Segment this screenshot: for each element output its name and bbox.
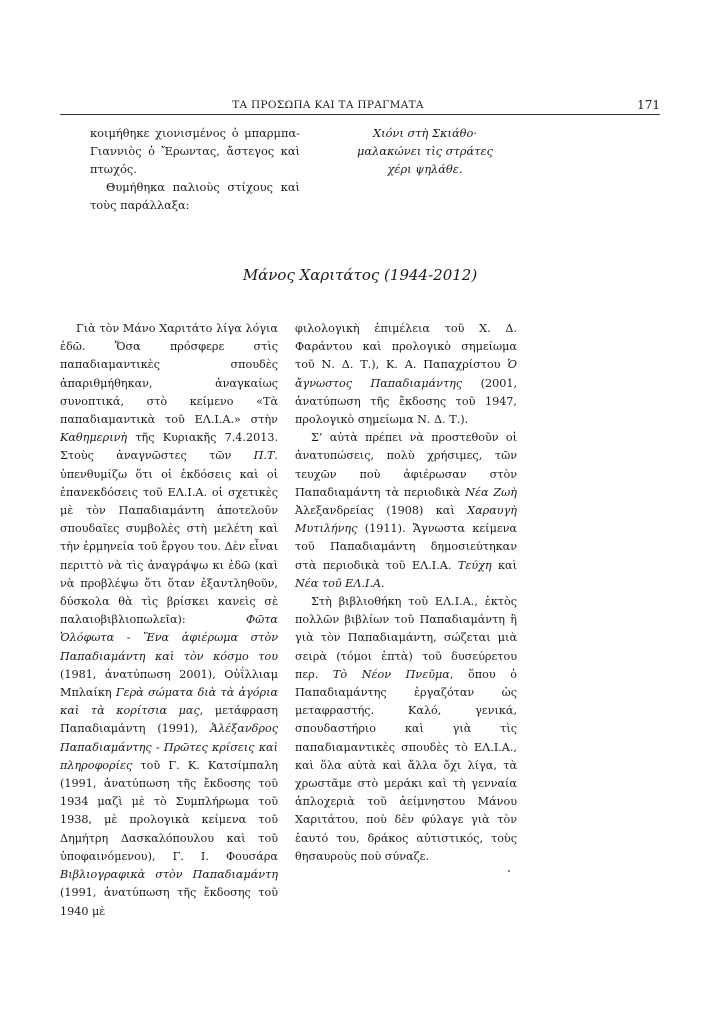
text-run: ὑπενθυμίζω ὅτι οἱ ἐκδόσεις καὶ οἱ ἐπανεκδόσεις τοῦ ΕΛ.Ι.Α. οἱ σχετικὲς μὲ τὸν Παπαδιαμάντη ἀποτελοῦν σπουδαῖες συμβολὲς στὴ μελέτη καὶ τὴν ἑρμηνεία τοῦ ἔργου του. Δὲν εἶναι περιττὸ νὰ τὶς ἀναγράψω κι ἐδῶ (καὶ νὰ προβλέψω ὅτι ὅταν ἐξαντληθοῦν, δύσκολα θὰ τὶς βρίσκει κανεὶς σὲ παλαιοβιβλιοπωλεῖα): xyxy=(60,467,278,627)
italic-title: Καθημερινὴ xyxy=(60,431,128,445)
body-paragraph xyxy=(295,320,517,429)
text-run: (2001, ἀνατύπωση τῆς ἔκδοσης τοῦ 1947, προλογικὸ σημείωμα Ν. Δ. Τ.). xyxy=(295,376,517,427)
text-run: καὶ xyxy=(491,558,517,572)
italic-title: Ἀλέξανδρος Παπαδιαμάντης - Πρῶτες κρίσεις καὶ πληροφορίες xyxy=(60,722,278,772)
italic-title: Π.Τ. xyxy=(253,449,278,463)
text-run: τῆς Κυριακῆς 7.4.2013. Στοὺς ἀναγνῶστες τῶν xyxy=(60,431,278,463)
text-run: (1991, ἀνατύπωση τῆς ἔκδοσης τοῦ 1940 μὲ xyxy=(60,886,278,918)
page-number: 171 xyxy=(637,98,660,112)
italic-title: Γερὰ σώματα διὰ τὰ ἀγόρια καὶ τὰ κορίτσια μας xyxy=(60,686,279,718)
stray-dot xyxy=(508,870,510,872)
italic-title: Νέα Ζωὴ xyxy=(465,485,517,499)
intro-text xyxy=(90,124,300,214)
italic-title: Τεύχη xyxy=(457,558,492,572)
italic-title: Τὸ Νέον Πνεῦμα xyxy=(332,667,450,681)
intro-paragraph: κοιμήθηκε χιονισμένος ὁ μπαρμπα-Γιαννιὸς ὁ Ἔρωντας, ἄστεγος καὶ πτωχός. xyxy=(90,126,300,176)
left-column xyxy=(60,320,278,921)
italic-title: Ὁ ἄγνωστος Παπαδιαμάντης xyxy=(295,358,517,390)
text-run: , μετάφραση Παπαδιαμάντη (1991), xyxy=(60,704,278,736)
italic-title: Χαραυγὴ Μυτιλήνης xyxy=(295,504,517,536)
italic-title: Νέα τοῦ ΕΛ.Ι.Α. xyxy=(295,576,385,590)
verse-stanza xyxy=(330,124,520,178)
running-head xyxy=(60,96,660,114)
running-title: ΤΑ ΠΡΟΣΩΠΑ ΚΑΙ ΤΑ ΠΡΑΓΜΑΤΑ xyxy=(232,99,424,111)
text-run: φιλολογικὴ ἐπιμέλεια τοῦ Χ. Δ. Φαράντου καὶ προλογικὸ σημείωμα τοῦ Ν. Δ. Τ.), Κ. Α. Παπαχρίστου xyxy=(295,322,517,372)
header-rule xyxy=(60,114,660,115)
body-paragraph xyxy=(60,320,278,921)
verse-line: μαλακώνει τὶς στράτες xyxy=(357,144,493,158)
body-paragraph xyxy=(295,593,517,866)
section-title: Μάνος Χαριτάτος (1944-2012) xyxy=(242,266,478,284)
text-run: , ὅπου ὁ Παπαδιαμάντης ἐργαζόταν ὡς μεταφραστής. Καλό, γενικά, σπουδαστήριο καὶ γιὰ τὶς παπαδιαμαντικὲς σπουδὲς τὸ ΕΛ.Ι.Α., καὶ ὅλα αὐτὰ καὶ ἄλλα ὄχι λίγα, τὰ χρωστᾶμε στὸ μεράκι καὶ τὴ γενναία ἀπλοχεριὰ τοῦ ἀείμνηστου Μάνου Χαριτάτου, ποὺ δὲν φύλαγε γιὰ τὸν ἑαυτό του, δράκος αὐτιστικός, τοὺς θησαυροὺς ποὺ σύναζε. xyxy=(295,667,518,863)
right-column xyxy=(295,320,517,866)
italic-title: Βιβλιογραφικὰ στὸν Παπαδιαμάντη xyxy=(60,868,278,882)
text-run: Στὴ βιβλιοθήκη τοῦ ΕΛ.Ι.Α., ἐκτὸς πολλῶν βιβλίων τοῦ Παπαδιαμάντη ἢ γιὰ τὸν Παπαδιαμάντη, σώζεται μιὰ σειρὰ (τόμοι ἑπτὰ) τοῦ δυσεύρετου περ. xyxy=(295,595,517,681)
text-run: τοῦ Γ. Κ. Κατσίμπαλη (1991, ἀνατύπωση τῆς ἔκδοσης τοῦ 1934 μαζὶ μὲ τὸ Συμπλήρωμα τοῦ 1938, μὲ προλογικὰ κείμενα τοῦ Δημήτρη Δασκαλόπουλου καὶ τοῦ ὑποφαινόμενου), Γ. Ι. Φουσάρα xyxy=(60,758,278,863)
verse-line: χέρι ψηλάθε. xyxy=(387,162,463,176)
text-run: (1911). Ἄγνωστα κείμενα τοῦ Παπαδιαμάντη δημοσιεύτηκαν στὰ περιοδικὰ τοῦ ΕΛ.Ι.Α. xyxy=(295,522,517,572)
italic-title: Φῶτα Ὁλόφωτα - Ἕνα ἀφιέρωμα στὸν Παπαδιαμάντη καὶ τὸν κόσμο του xyxy=(60,613,278,663)
body-paragraph xyxy=(295,429,517,593)
intro-paragraph: Θυμήθηκα παλιοὺς στίχους καὶ τοὺς παράλλαξα: xyxy=(90,180,300,212)
text-run: Γιὰ τὸν Μάνο Χαριτάτο λίγα λόγια ἐδῶ. Ὅσα πρόσφερε στὶς παπαδιαμαντικὲς σπουδὲς ἀπαριθμήθηκαν, ἀναγκαίως συνοπτικά, στὸ κείμενο «Τὰ παπαδιαμαντικὰ τοῦ ΕΛ.Ι.Α.» στὴν xyxy=(60,322,278,427)
text-run: (1981, ἀνατύπωση 2001), Οὐΐλλιαμ Μπλαίκη xyxy=(60,667,278,700)
text-run: Σ’ αὐτὰ πρέπει νὰ προστεθοῦν οἱ ἀνατυπώσεις, πολὺ χρήσιμες, τῶν τευχῶν ποὺ ἀφιέρωσαν στὸν Παπαδιαμάντη τὰ περιοδικὰ xyxy=(295,431,517,499)
verse-line: Χιόνι στὴ Σκιάθο· xyxy=(373,126,477,140)
text-run: Ἀλεξανδρείας (1908) καὶ xyxy=(295,504,468,518)
